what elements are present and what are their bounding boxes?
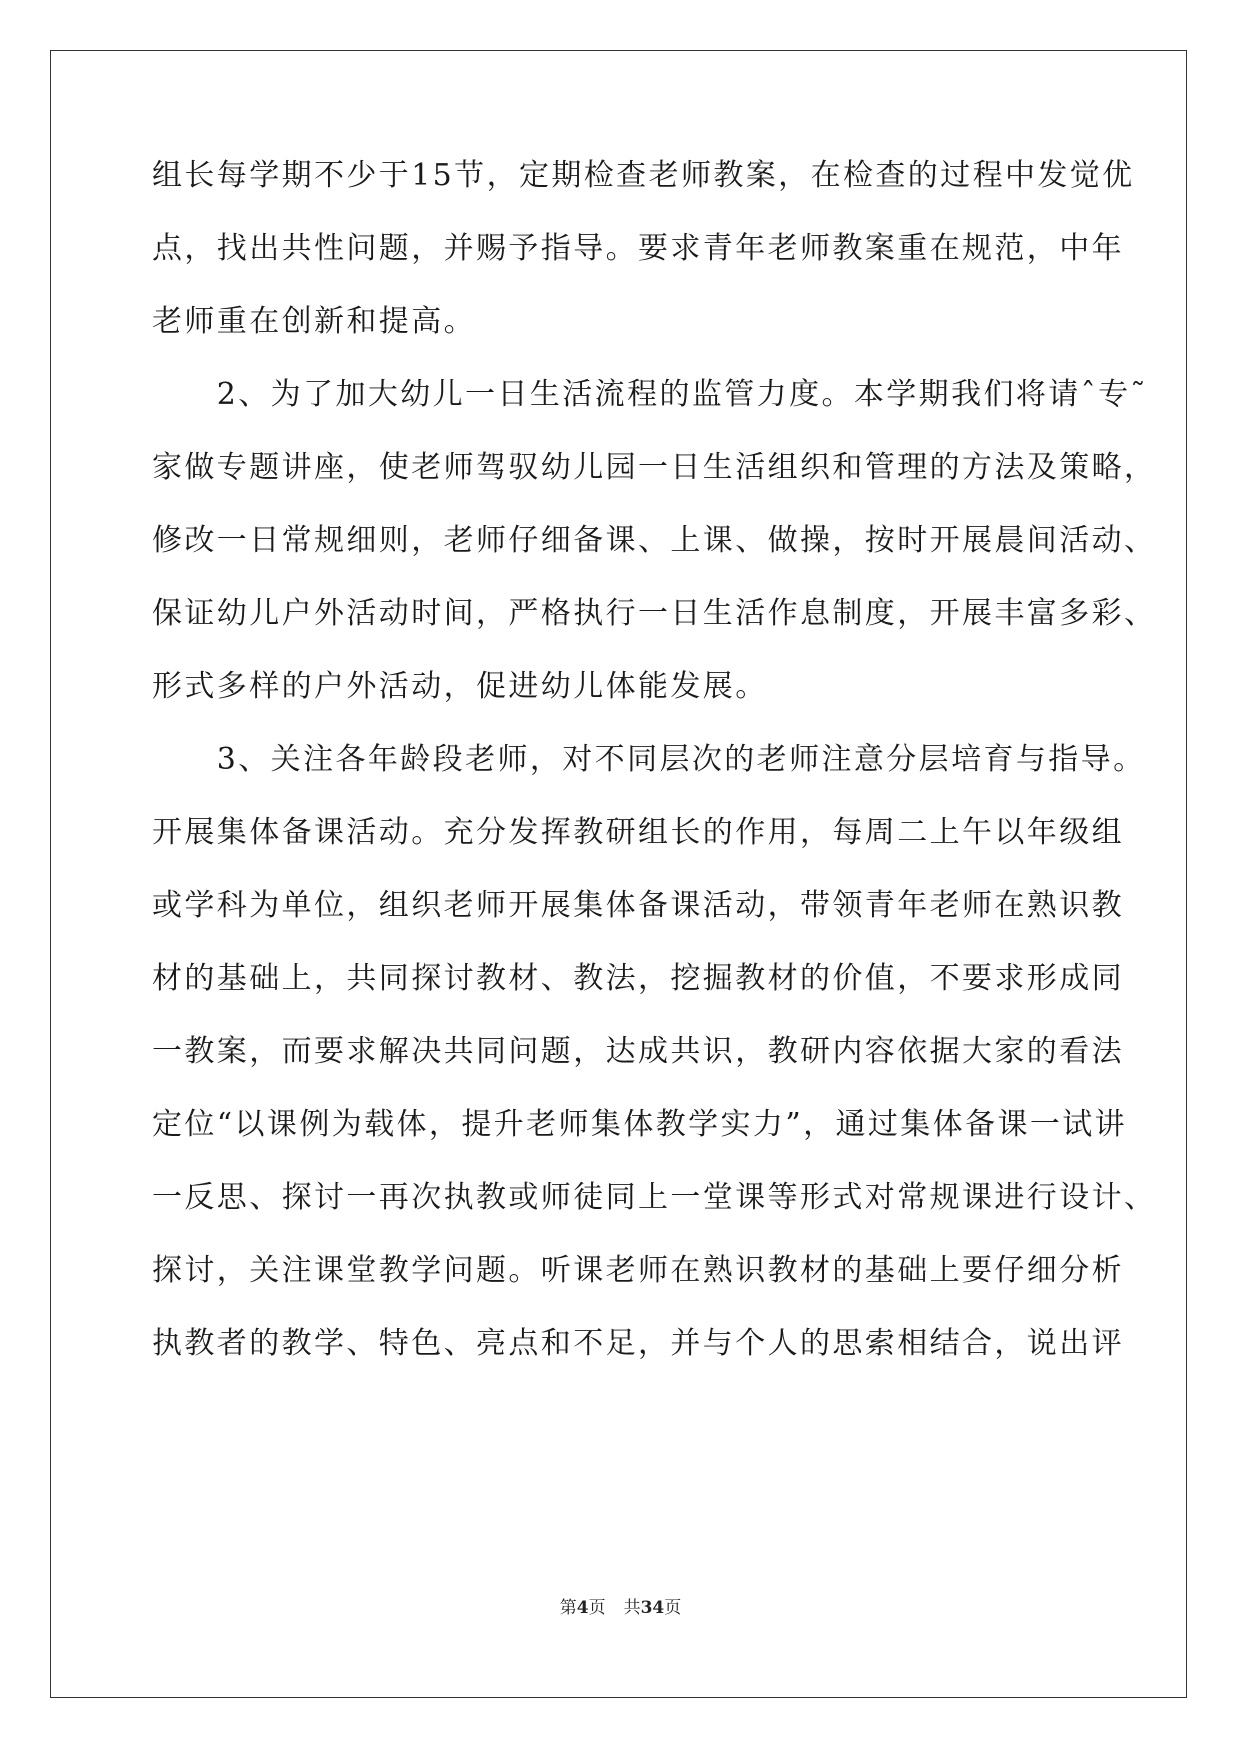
- text-line: 一反思、探讨一再次执教或师徒同上一堂课等形式对常规课进行设计、: [152, 1180, 1157, 1215]
- text-line: 开展集体备课活动。充分发挥教研组长的作用，每周二上午以年级组: [152, 815, 1124, 850]
- total-pages: 34: [640, 1598, 665, 1618]
- page-suffix: 页: [588, 1598, 606, 1618]
- text-line: 保证幼儿户外活动时间，严格执行一日生活作息制度，开展丰富多彩、: [152, 596, 1157, 631]
- total-prefix: 共: [623, 1598, 641, 1618]
- text-line: 探讨，关注课堂教学问题。听课老师在熟识教材的基础上要仔细分析: [152, 1253, 1124, 1288]
- text-line: 形式多样的户外活动，促进幼儿体能发展。: [152, 669, 768, 704]
- text-line: 定位“以课例为载体，提升老师集体教学实力”，通过集体备课一试讲: [152, 1107, 1128, 1142]
- text-line: 或学科为单位，组织老师开展集体备课活动，带领青年老师在熟识教: [152, 888, 1124, 923]
- text-line: 材的基础上，共同探讨教材、教法，挖掘教材的价值，不要求形成同: [152, 961, 1124, 996]
- text-line: 家做专题讲座，使老师驾驭幼儿园一日生活组织和管理的方法及策略，: [152, 450, 1157, 485]
- text-line: 一教案，而要求解决共同问题，达成共识，教研内容依据大家的看法: [152, 1034, 1124, 1069]
- text-line: 老师重在创新和提高。: [152, 304, 476, 339]
- text-line: 修改一日常规细则，老师仔细备课、上课、做操，按时开展晨间活动、: [152, 523, 1157, 558]
- page-footer: [0, 1597, 1241, 1619]
- text-line: 3、关注各年龄段老师，对不同层次的老师注意分层培育与指导。: [152, 742, 1146, 777]
- text-line: 2、为了加大幼儿一日生活流程的监管力度。本学期我们将请ˆ专˜: [152, 377, 1148, 412]
- page-prefix: 第: [559, 1598, 577, 1618]
- page-border: [50, 50, 1187, 1698]
- text-line: 组长每学期不少于15节，定期检查老师教案，在检查的过程中发觉优: [152, 158, 1135, 193]
- page-number: 4: [576, 1598, 589, 1618]
- total-suffix: 页: [664, 1598, 682, 1618]
- text-line: 执教者的教学、特色、亮点和不足，并与个人的思索相结合，说出评: [152, 1326, 1124, 1361]
- text-line: 点，找出共性问题，并赐予指导。要求青年老师教案重在规范，中年: [152, 231, 1124, 266]
